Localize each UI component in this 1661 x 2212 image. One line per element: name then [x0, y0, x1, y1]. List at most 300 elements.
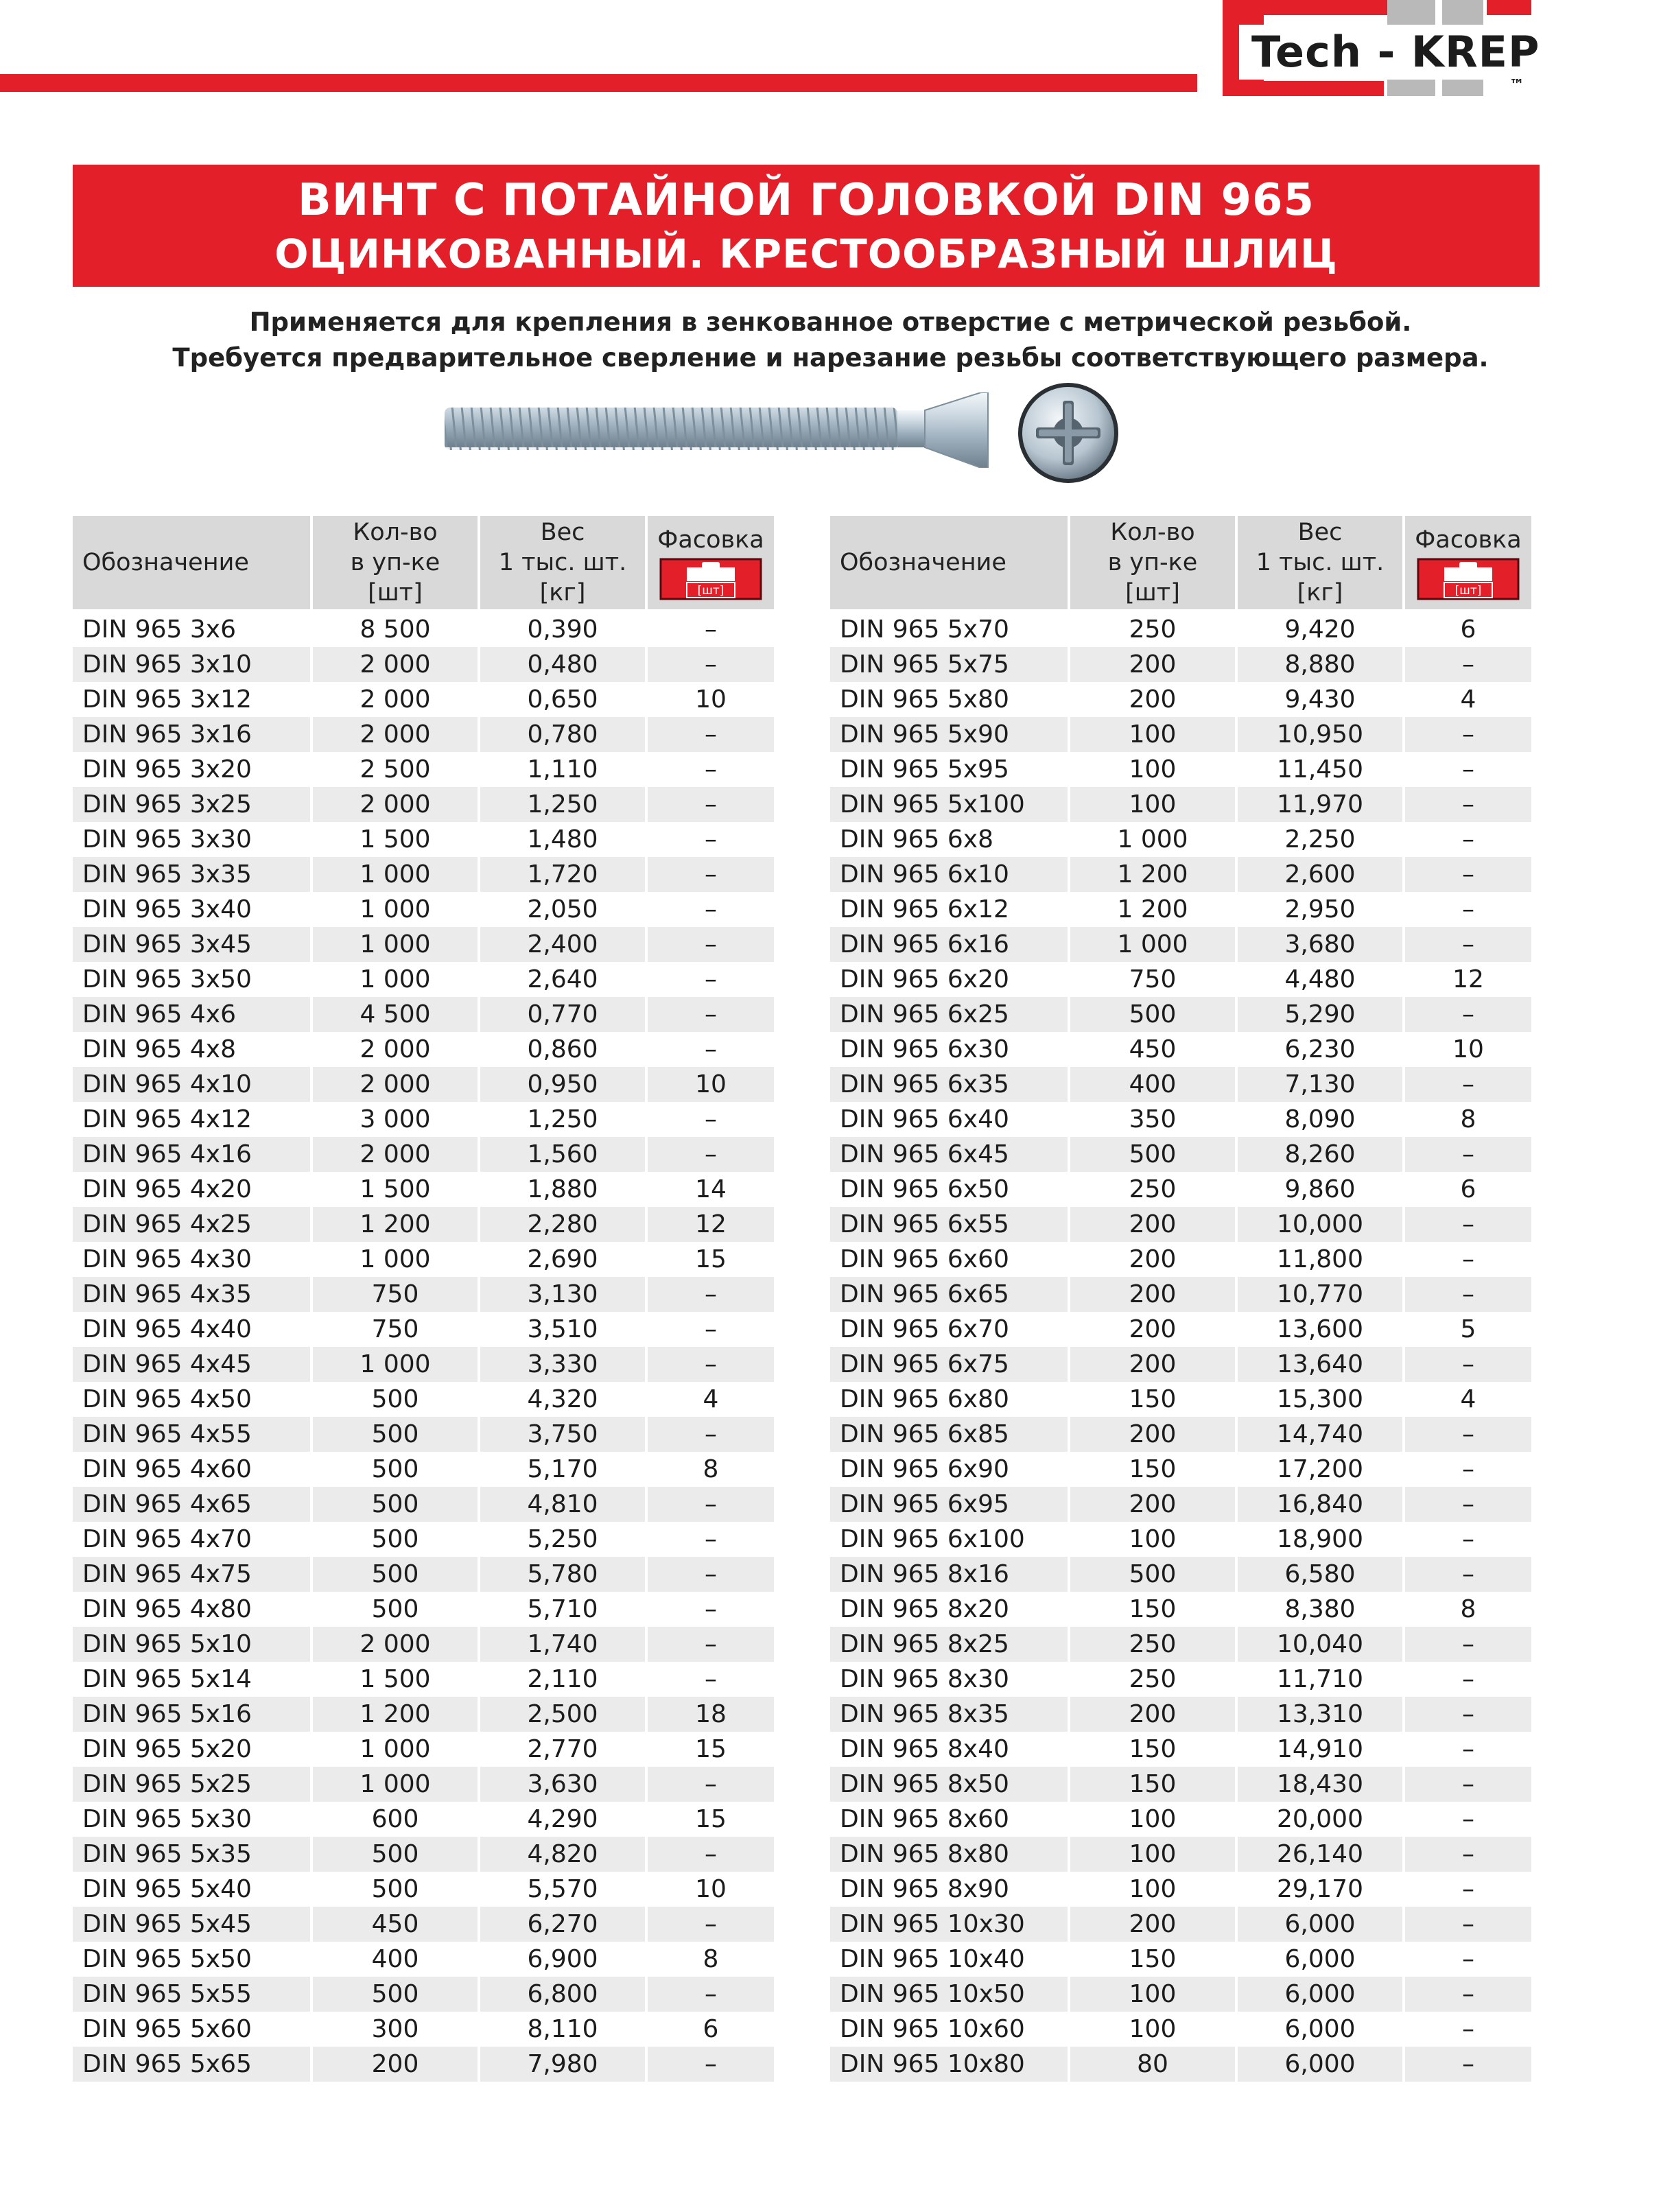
cell-quantity: 1 000: [360, 965, 431, 993]
cell-weight: 20,000: [1277, 1805, 1363, 1833]
cell-weight: 2,770: [527, 1735, 598, 1763]
cell-quantity: 1 500: [360, 825, 431, 854]
cell-quantity: 100: [1129, 1875, 1177, 1903]
cell-weight: 5,780: [480, 1557, 645, 1592]
cell-weight: 13,310: [1238, 1697, 1402, 1732]
screw-head-phillips-image: [1017, 381, 1120, 484]
cell-designation: DIN 965 5x14: [82, 1665, 252, 1693]
cell-weight: 3,750: [480, 1417, 645, 1452]
cell-designation: DIN 965 6x70: [840, 1315, 1009, 1343]
cell-weight: 2,500: [480, 1697, 645, 1732]
cell-designation: DIN 965 3x16: [73, 717, 310, 752]
cell-quantity: 300: [371, 2015, 419, 2043]
table-row: [73, 1382, 774, 1417]
table-row: [830, 1977, 1531, 2012]
cell-packing: –: [1405, 717, 1531, 752]
cell-designation: DIN 965 8x80: [830, 1837, 1068, 1872]
cell-designation: DIN 965 5x75: [830, 647, 1068, 682]
cell-packing: –: [1405, 2047, 1531, 2082]
cell-packing: 10: [695, 685, 727, 714]
table-header-row: [73, 516, 774, 609]
table-row: [830, 752, 1531, 787]
cell-weight: 3,330: [480, 1347, 645, 1382]
cell-designation: DIN 965 4x30: [82, 1245, 252, 1273]
cell-designation: DIN 965 10x30: [830, 1907, 1068, 1942]
cell-quantity: 1 200: [313, 1697, 478, 1732]
cell-weight: 9,430: [1284, 685, 1356, 714]
table-row: [830, 1627, 1531, 1662]
cell-designation: DIN 965 6x35: [830, 1067, 1068, 1102]
table-row: [830, 647, 1531, 682]
cell-quantity: 500: [371, 1385, 419, 1413]
cell-quantity: 1 000: [360, 1735, 431, 1763]
cell-packing: –: [648, 997, 774, 1032]
cell-quantity: 600: [371, 1805, 419, 1833]
cell-quantity: 150: [1070, 1767, 1235, 1802]
table-row: [73, 2012, 774, 2047]
cell-packing: –: [705, 1315, 717, 1343]
cell-designation: DIN 965 6x60: [840, 1245, 1009, 1273]
cell-packing: –: [648, 1137, 774, 1172]
table-row: [73, 1417, 774, 1452]
cell-designation: DIN 965 5x45: [73, 1907, 310, 1942]
cell-quantity: 200: [1129, 1315, 1177, 1343]
cell-quantity: 2 000: [360, 1035, 431, 1063]
table-row: [73, 1732, 774, 1767]
cell-quantity: 200: [1129, 685, 1177, 714]
cell-designation: DIN 965 3x45: [73, 927, 310, 962]
cell-weight: 16,840: [1238, 1487, 1402, 1522]
cell-designation: DIN 965 6x100: [840, 1525, 1025, 1553]
cell-weight: 11,800: [1277, 1245, 1363, 1273]
cell-quantity: 1 000: [360, 895, 431, 923]
table-row: [830, 1452, 1531, 1487]
table-row: [830, 1662, 1531, 1697]
cell-packing: –: [648, 1627, 774, 1662]
cell-quantity: 500: [1070, 1137, 1235, 1172]
cell-weight: 0,950: [480, 1067, 645, 1102]
cell-designation: DIN 965 5x100: [830, 787, 1068, 822]
cell-packing: –: [1405, 927, 1531, 962]
package-icon: [659, 558, 762, 600]
table-row: [73, 997, 774, 1032]
cell-quantity: 1 500: [360, 1175, 431, 1203]
cell-weight: 14,740: [1238, 1417, 1402, 1452]
cell-packing: –: [648, 1277, 774, 1312]
cell-weight: 1,110: [527, 755, 598, 784]
cell-packing: 8: [1460, 1595, 1476, 1623]
cell-weight: 5,710: [527, 1595, 598, 1623]
table-row: [73, 857, 774, 892]
table-row: [830, 2012, 1531, 2047]
cell-weight: 0,480: [480, 647, 645, 682]
cell-packing: –: [1405, 1347, 1531, 1382]
cell-packing: –: [648, 927, 774, 962]
cell-packing: 14: [695, 1175, 727, 1203]
cell-weight: 8,380: [1284, 1595, 1356, 1623]
table-row: [830, 1347, 1531, 1382]
cell-quantity: 200: [1070, 1417, 1235, 1452]
cell-designation: DIN 965 8x25: [830, 1627, 1068, 1662]
table-row: [73, 1977, 774, 2012]
cell-designation: DIN 965 10x40: [840, 1945, 1025, 1973]
table-row: [73, 1452, 774, 1487]
cell-weight: 1,250: [480, 787, 645, 822]
cell-quantity: 100: [1070, 1977, 1235, 2012]
cell-packing: –: [1405, 1137, 1531, 1172]
cell-quantity: 200: [1070, 1907, 1235, 1942]
cell-designation: DIN 965 4x40: [82, 1315, 252, 1343]
table-row: [830, 1242, 1531, 1277]
cell-quantity: 500: [313, 1837, 478, 1872]
cell-quantity: 2 000: [313, 1067, 478, 1102]
cell-packing: 4: [1460, 1385, 1476, 1413]
cell-designation: DIN 965 5x65: [73, 2047, 310, 2082]
cell-weight: 6,000: [1238, 1907, 1402, 1942]
cell-packing: –: [648, 857, 774, 892]
cell-designation: DIN 965 5x10: [73, 1627, 310, 1662]
cell-quantity: 450: [1129, 1035, 1177, 1063]
table-row: [830, 1802, 1531, 1837]
cell-packing: –: [1405, 1977, 1531, 2012]
cell-packing: –: [648, 1837, 774, 1872]
cell-weight: 1,880: [527, 1175, 598, 1203]
cell-designation: DIN 965 5x25: [73, 1767, 310, 1802]
cell-packing: –: [1462, 895, 1474, 923]
table-row: [830, 822, 1531, 857]
cell-designation: DIN 965 5x80: [840, 685, 1009, 714]
cell-weight: 26,140: [1238, 1837, 1402, 1872]
cell-packing: 8: [703, 1455, 719, 1483]
cell-packing: –: [648, 1417, 774, 1452]
cell-weight: 10,000: [1238, 1207, 1402, 1242]
cell-quantity: 2 000: [313, 787, 478, 822]
cell-packing: –: [1405, 1557, 1531, 1592]
cell-designation: DIN 965 3x35: [73, 857, 310, 892]
cell-packing: –: [1405, 647, 1531, 682]
cell-packing: 12: [648, 1207, 774, 1242]
cell-weight: 13,600: [1277, 1315, 1363, 1343]
cell-quantity: 500: [1070, 997, 1235, 1032]
cell-designation: DIN 965 3x25: [73, 787, 310, 822]
table-row: [830, 1172, 1531, 1207]
cell-packing: –: [1462, 1525, 1474, 1553]
table-row: [73, 717, 774, 752]
cell-weight: 0,860: [527, 1035, 598, 1063]
cell-designation: DIN 965 6x16: [830, 927, 1068, 962]
cell-weight: 6,900: [527, 1945, 598, 1973]
cell-packing: –: [648, 1907, 774, 1942]
cell-quantity: 3 000: [360, 1105, 431, 1133]
col-header-designation: Обозначение: [830, 516, 1068, 609]
cell-designation: DIN 965 3x10: [73, 647, 310, 682]
cell-designation: DIN 965 10x60: [840, 2015, 1025, 2043]
cell-designation: DIN 965 4x12: [82, 1105, 252, 1133]
cell-packing: –: [1462, 2015, 1474, 2043]
cell-quantity: 100: [1129, 2015, 1177, 2043]
table-row: [73, 1242, 774, 1277]
cell-packing: 6: [703, 2015, 719, 2043]
cell-quantity: 400: [1070, 1067, 1235, 1102]
table-row: [73, 892, 774, 927]
cell-designation: DIN 965 4x35: [73, 1277, 310, 1312]
cell-weight: 2,050: [527, 895, 598, 923]
cell-quantity: 1 000: [1117, 825, 1188, 854]
cell-weight: 0,390: [480, 609, 645, 647]
table-row: [73, 822, 774, 857]
cell-designation: DIN 965 6x30: [840, 1035, 1009, 1063]
cell-designation: DIN 965 4x25: [73, 1207, 310, 1242]
cell-designation: DIN 965 6x25: [830, 997, 1068, 1032]
cell-packing: –: [648, 1487, 774, 1522]
table-row: [73, 1522, 774, 1557]
table-row: [830, 1732, 1531, 1767]
cell-quantity: 80: [1070, 2047, 1235, 2082]
cell-packing: 6: [1405, 609, 1531, 647]
cell-weight: 2,690: [527, 1245, 598, 1273]
cell-quantity: 1 200: [1070, 857, 1235, 892]
cell-weight: 4,320: [527, 1385, 598, 1413]
cell-quantity: 150: [1129, 1385, 1177, 1413]
cell-weight: 4,480: [1284, 965, 1356, 993]
cell-designation: DIN 965 5x35: [73, 1837, 310, 1872]
cell-quantity: 100: [1070, 717, 1235, 752]
table-row: [830, 1837, 1531, 1872]
cell-packing: –: [705, 1525, 717, 1553]
cell-designation: DIN 965 10x50: [830, 1977, 1068, 2012]
cell-quantity: 4 500: [313, 997, 478, 1032]
cell-packing: –: [705, 895, 717, 923]
cell-weight: 6,580: [1238, 1557, 1402, 1592]
col-header-quantity: Кол-во в уп-ке [шт]: [313, 516, 478, 609]
cell-quantity: 500: [313, 1557, 478, 1592]
svg-text:[шт]: [шт]: [1454, 584, 1482, 598]
cell-packing: –: [648, 717, 774, 752]
product-table-left: [70, 516, 777, 2082]
cell-packing: –: [1405, 1837, 1531, 1872]
cell-designation: DIN 965 8x90: [840, 1875, 1009, 1903]
cell-quantity: 500: [1070, 1557, 1235, 1592]
cell-packing: –: [1405, 857, 1531, 892]
table-row: [830, 1592, 1531, 1627]
cell-designation: DIN 965 6x12: [840, 895, 1009, 923]
table-row: [73, 1067, 774, 1102]
cell-packing: 10: [695, 1875, 727, 1903]
cell-weight: 1,720: [480, 857, 645, 892]
cell-packing: –: [648, 1977, 774, 2012]
table-row: [73, 1347, 774, 1382]
cell-designation: DIN 965 6x45: [830, 1137, 1068, 1172]
cell-weight: 2,400: [480, 927, 645, 962]
table-row: [73, 1137, 774, 1172]
screw-side-view-image: [439, 392, 1009, 468]
cell-weight: 2,950: [1284, 895, 1356, 923]
cell-packing: –: [1462, 825, 1474, 854]
cell-designation: DIN 965 4x50: [82, 1385, 252, 1413]
cell-designation: DIN 965 5x95: [840, 755, 1009, 784]
table-row: [73, 1837, 774, 1872]
cell-quantity: 500: [313, 1977, 478, 2012]
cell-packing: –: [1462, 1455, 1474, 1483]
cell-quantity: 1 000: [313, 1767, 478, 1802]
table-row: [830, 1102, 1531, 1137]
cell-quantity: 200: [1070, 1207, 1235, 1242]
cell-weight: 3,680: [1238, 927, 1402, 962]
cell-designation: DIN 965 4x70: [82, 1525, 252, 1553]
cell-quantity: 250: [1129, 1175, 1177, 1203]
cell-quantity: 1 000: [360, 1245, 431, 1273]
cell-weight: 3,510: [527, 1315, 598, 1343]
cell-designation: DIN 965 8x40: [840, 1735, 1009, 1763]
cell-designation: DIN 965 5x50: [82, 1945, 252, 1973]
cell-designation: DIN 965 4x6: [73, 997, 310, 1032]
cell-weight: 2,110: [527, 1665, 598, 1693]
table-row: [830, 2047, 1531, 2082]
table-row: [73, 682, 774, 717]
col-header-designation: Обозначение: [73, 516, 310, 609]
cell-weight: 8,260: [1238, 1137, 1402, 1172]
cell-weight: 29,170: [1277, 1875, 1363, 1903]
cell-designation: DIN 965 4x16: [73, 1137, 310, 1172]
cell-packing: –: [1462, 755, 1474, 784]
cell-quantity: 200: [313, 2047, 478, 2082]
description-line-1: Применяется для крепления в зенкованное отверстие с метрической резьбой.: [249, 307, 1412, 337]
cell-designation: DIN 965 6x10: [830, 857, 1068, 892]
table-row: [73, 1592, 774, 1627]
cell-weight: 4,810: [480, 1487, 645, 1522]
cell-quantity: 750: [1129, 965, 1177, 993]
table-row: [830, 1767, 1531, 1802]
cell-designation: DIN 965 4x20: [82, 1175, 252, 1203]
cell-designation: DIN 965 4x80: [82, 1595, 252, 1623]
cell-designation: DIN 965 3x40: [82, 895, 252, 923]
cell-designation: DIN 965 3x12: [82, 685, 252, 714]
cell-quantity: 200: [1070, 647, 1235, 682]
table-row: [830, 787, 1531, 822]
cell-designation: DIN 965 6x40: [840, 1105, 1009, 1133]
cell-packing: –: [705, 1595, 717, 1623]
cell-quantity: 500: [371, 1455, 419, 1483]
cell-packing: –: [648, 647, 774, 682]
table-row: [73, 1032, 774, 1067]
cell-packing: –: [648, 609, 774, 647]
cell-quantity: 1 000: [313, 927, 478, 962]
table-row: [830, 1312, 1531, 1347]
table-row: [830, 1942, 1531, 1977]
logo-text: Tech - KREP: [1239, 25, 1552, 80]
cell-packing: –: [1462, 1945, 1474, 1973]
cell-designation: DIN 965 4x45: [73, 1347, 310, 1382]
cell-weight: 17,200: [1277, 1455, 1363, 1483]
table-row: [830, 1557, 1531, 1592]
cell-designation: DIN 965 5x90: [830, 717, 1068, 752]
table-row: [830, 1207, 1531, 1242]
cell-quantity: 150: [1129, 1735, 1177, 1763]
table-row: [830, 962, 1531, 997]
table-row: [73, 1662, 774, 1697]
cell-packing: –: [648, 787, 774, 822]
col-header-weight: Вес 1 тыс. шт. [кг]: [480, 516, 645, 609]
description-line-2: Требуется предварительное сверление и нарезание резьбы соответствующего размера.: [172, 343, 1489, 373]
cell-quantity: 150: [1129, 1945, 1177, 1973]
title-line-2: ОЦИНКОВАННЫЙ. КРЕСТООБРАЗНЫЙ ШЛИЦ: [274, 231, 1338, 277]
cell-weight: 5,250: [527, 1525, 598, 1553]
col-header-weight: Вес 1 тыс. шт. [кг]: [1238, 516, 1402, 609]
cell-weight: 6,000: [1238, 2047, 1402, 2082]
table-row: [73, 1277, 774, 1312]
cell-weight: 1,480: [527, 825, 598, 854]
table-row: [830, 1067, 1531, 1102]
cell-weight: 4,820: [480, 1837, 645, 1872]
cell-quantity: 2 000: [313, 1627, 478, 1662]
table-row: [73, 1557, 774, 1592]
cell-quantity: 2 000: [313, 647, 478, 682]
cell-weight: 0,770: [480, 997, 645, 1032]
table-row: [830, 997, 1531, 1032]
table-row: [73, 1802, 774, 1837]
cell-designation: DIN 965 4x8: [82, 1035, 236, 1063]
cell-weight: 10,040: [1238, 1627, 1402, 1662]
cell-weight: 18,430: [1238, 1767, 1402, 1802]
cell-quantity: 8 500: [313, 609, 478, 647]
cell-designation: DIN 965 8x20: [840, 1595, 1009, 1623]
cell-designation: DIN 965 6x55: [830, 1207, 1068, 1242]
cell-designation: DIN 965 6x90: [840, 1455, 1009, 1483]
cell-designation: DIN 965 6x75: [830, 1347, 1068, 1382]
table-row: [73, 1172, 774, 1207]
cell-packing: –: [1405, 1767, 1531, 1802]
cell-weight: 9,860: [1284, 1175, 1356, 1203]
cell-quantity: 750: [313, 1277, 478, 1312]
cell-packing: 12: [1452, 965, 1484, 993]
cell-packing: –: [1405, 1627, 1531, 1662]
cell-packing: –: [648, 1557, 774, 1592]
cell-designation: DIN 965 6x20: [840, 965, 1009, 993]
cell-weight: 4,290: [527, 1805, 598, 1833]
cell-weight: 6,800: [480, 1977, 645, 2012]
cell-packing: 15: [695, 1805, 727, 1833]
cell-quantity: 2 000: [313, 717, 478, 752]
cell-packing: –: [1462, 1875, 1474, 1903]
cell-packing: –: [1405, 1067, 1531, 1102]
col-header-quantity: Кол-во в уп-ке [шт]: [1070, 516, 1235, 609]
cell-quantity: 250: [1129, 1665, 1177, 1693]
cell-weight: 8,110: [527, 2015, 598, 2043]
cell-weight: 1,560: [480, 1137, 645, 1172]
cell-designation: DIN 965 6x50: [840, 1175, 1009, 1203]
cell-packing: –: [705, 755, 717, 784]
cell-designation: DIN 965 6x85: [830, 1417, 1068, 1452]
table-row: [830, 717, 1531, 752]
product-table-right: [827, 516, 1534, 2082]
cell-designation: DIN 965 6x95: [830, 1487, 1068, 1522]
table-row: [830, 1907, 1531, 1942]
cell-quantity: 350: [1129, 1105, 1177, 1133]
cell-designation: DIN 965 5x16: [73, 1697, 310, 1732]
cell-designation: DIN 965 8x16: [830, 1557, 1068, 1592]
cell-quantity: 1 000: [313, 1347, 478, 1382]
cell-weight: 10,770: [1238, 1277, 1402, 1312]
cell-designation: DIN 965 8x50: [830, 1767, 1068, 1802]
table-header-row: [830, 516, 1531, 609]
package-icon: [1417, 558, 1520, 600]
table-row: [830, 609, 1531, 647]
table-row: [73, 1942, 774, 1977]
cell-designation: DIN 965 5x60: [82, 2015, 252, 2043]
cell-quantity: 200: [1070, 1277, 1235, 1312]
cell-packing: 18: [648, 1697, 774, 1732]
cell-packing: –: [1405, 787, 1531, 822]
